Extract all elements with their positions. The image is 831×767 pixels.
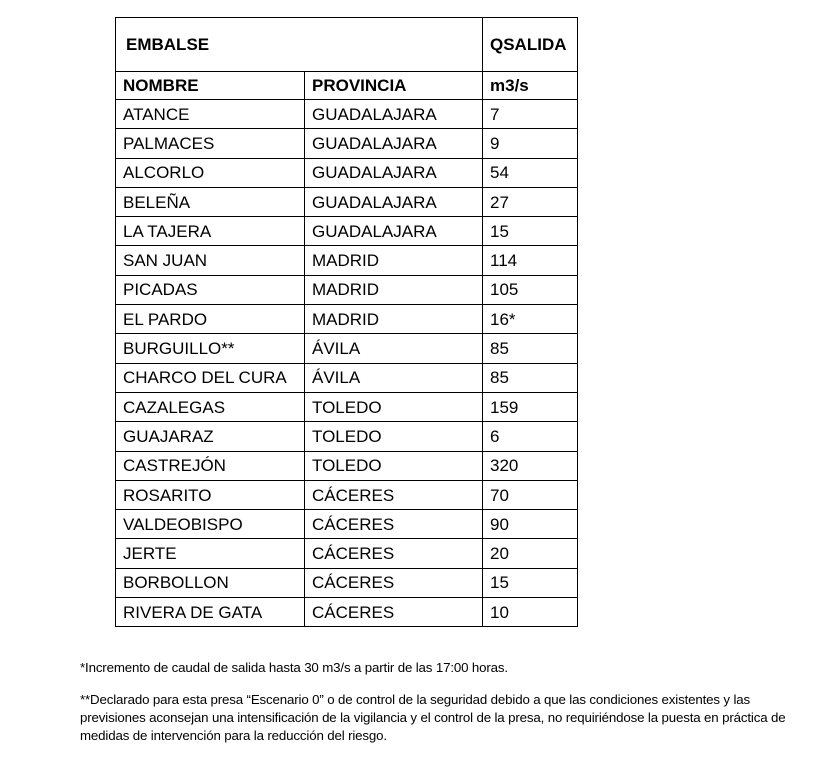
table-row (116, 598, 578, 627)
cell-provincia: TOLEDO (305, 422, 483, 451)
footnote-1: *Incremento de caudal de salida hasta 30 m3/s a partir de las 17:00 horas. (80, 660, 508, 675)
cell-qsalida: 9 (483, 129, 578, 158)
table-row (116, 539, 578, 568)
cell-qsalida: 6 (483, 422, 578, 451)
cell-qsalida: 20 (483, 539, 578, 568)
cell-nombre: PALMACES (116, 129, 305, 158)
cell-qsalida: 114 (483, 246, 578, 275)
table-row (116, 305, 578, 334)
cell-provincia: GUADALAJARA (305, 187, 483, 216)
table-row (116, 187, 578, 216)
cell-nombre: CAZALEGAS (116, 392, 305, 421)
cell-provincia: CÁCERES (305, 480, 483, 509)
column-header-unit: m3/s (483, 72, 578, 100)
cell-provincia: MADRID (305, 305, 483, 334)
cell-provincia: CÁCERES (305, 598, 483, 627)
cell-provincia: GUADALAJARA (305, 217, 483, 246)
table-row (116, 363, 578, 392)
reservoir-table (115, 17, 578, 627)
cell-qsalida: 85 (483, 334, 578, 363)
cell-provincia: CÁCERES (305, 568, 483, 597)
cell-provincia: CÁCERES (305, 510, 483, 539)
cell-nombre: PICADAS (116, 275, 305, 304)
cell-provincia: ÁVILA (305, 334, 483, 363)
cell-qsalida: 15 (483, 568, 578, 597)
cell-nombre: ALCORLO (116, 158, 305, 187)
cell-nombre: GUAJARAZ (116, 422, 305, 451)
cell-nombre: BORBOLLON (116, 568, 305, 597)
table-row (116, 392, 578, 421)
cell-nombre: ATANCE (116, 100, 305, 129)
cell-nombre: ROSARITO (116, 480, 305, 509)
table-body (116, 18, 578, 627)
cell-provincia: ÁVILA (305, 363, 483, 392)
column-header-provincia: PROVINCIA (305, 72, 483, 100)
cell-nombre: CHARCO DEL CURA (116, 363, 305, 392)
table-row (116, 217, 578, 246)
cell-provincia: GUADALAJARA (305, 158, 483, 187)
group-header-qsalida: QSALIDA (483, 18, 578, 72)
cell-nombre: BURGUILLO** (116, 334, 305, 363)
footnotes (80, 659, 802, 745)
cell-provincia: MADRID (305, 246, 483, 275)
cell-provincia: TOLEDO (305, 451, 483, 480)
cell-nombre: JERTE (116, 539, 305, 568)
cell-provincia: GUADALAJARA (305, 100, 483, 129)
column-header-row (116, 72, 578, 100)
cell-qsalida: 7 (483, 100, 578, 129)
cell-provincia: TOLEDO (305, 392, 483, 421)
cell-nombre: LA TAJERA (116, 217, 305, 246)
cell-qsalida: 27 (483, 187, 578, 216)
table-row (116, 100, 578, 129)
cell-provincia: MADRID (305, 275, 483, 304)
table-row (116, 510, 578, 539)
cell-provincia: GUADALAJARA (305, 129, 483, 158)
table-row (116, 568, 578, 597)
cell-qsalida: 320 (483, 451, 578, 480)
cell-qsalida: 15 (483, 217, 578, 246)
cell-nombre: CASTREJÓN (116, 451, 305, 480)
table-row (116, 422, 578, 451)
cell-qsalida: 16* (483, 305, 578, 334)
cell-qsalida: 105 (483, 275, 578, 304)
cell-nombre: RIVERA DE GATA (116, 598, 305, 627)
group-header-embalse: EMBALSE (116, 18, 483, 72)
column-header-nombre: NOMBRE (116, 72, 305, 100)
cell-qsalida: 10 (483, 598, 578, 627)
table-row (116, 158, 578, 187)
footnote-2: **Declarado para esta presa “Escenario 0” o de control de la seguridad debido a que las condiciones existentes y las previsiones aconsejan una intensificación de la vigilancia y el control de la presa, no requiriéndose la puesta en práctica de medidas de intervención para la reducción del riesgo. (80, 692, 786, 743)
table-row (116, 334, 578, 363)
cell-qsalida: 70 (483, 480, 578, 509)
cell-qsalida: 54 (483, 158, 578, 187)
cell-nombre: BELEÑA (116, 187, 305, 216)
table-row (116, 275, 578, 304)
cell-nombre: SAN JUAN (116, 246, 305, 275)
cell-provincia: CÁCERES (305, 539, 483, 568)
table-row (116, 480, 578, 509)
cell-qsalida: 85 (483, 363, 578, 392)
cell-qsalida: 159 (483, 392, 578, 421)
table-row (116, 246, 578, 275)
cell-nombre: VALDEOBISPO (116, 510, 305, 539)
table-row (116, 129, 578, 158)
cell-nombre: EL PARDO (116, 305, 305, 334)
group-header-row (116, 18, 578, 72)
cell-qsalida: 90 (483, 510, 578, 539)
table-row (116, 451, 578, 480)
